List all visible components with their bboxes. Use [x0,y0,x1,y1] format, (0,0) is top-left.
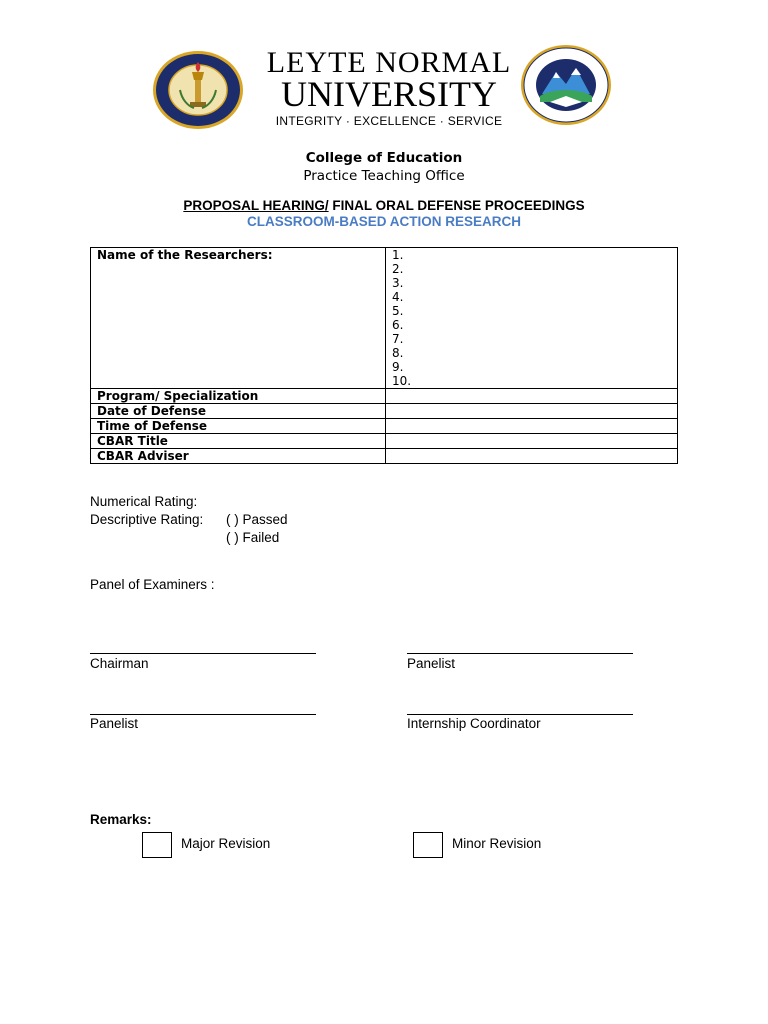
proceedings-title-final: FINAL ORAL DEFENSE PROCEEDINGS [328,198,585,213]
researcher-number: 9. [392,360,404,374]
researcher-number: 3. [392,276,404,290]
researcher-number: 6. [392,318,404,332]
researcher-number: 1. [392,248,404,262]
university-seal-logo [152,50,244,130]
researchers-list[interactable] [386,248,678,389]
cbar-title-value[interactable] [386,434,678,449]
major-revision-label: Major Revision [181,836,271,851]
rating-passed-option[interactable]: ( ) Passed [226,512,288,527]
panelist-label: Panelist [90,716,139,731]
major-revision-checkbox[interactable] [142,832,172,858]
panel-heading: Panel of Examiners : [90,577,215,592]
research-type-subtitle: CLASSROOM-BASED ACTION RESEARCH [246,214,521,229]
cbar-adviser-value[interactable] [386,449,678,464]
college-of-education-seal-logo [520,44,612,126]
chairman-label: Chairman [90,656,149,671]
university-motto: INTEGRITY · EXCELLENCE · SERVICE [275,114,503,128]
researcher-number: 7. [392,332,404,346]
panelist-signature-line[interactable] [90,714,316,715]
table-row [91,449,678,464]
descriptive-rating-label: Descriptive Rating: [90,512,204,527]
minor-revision-label: Minor Revision [452,836,542,851]
university-name-line2: UNIVERSITY [281,74,497,114]
panelist-label: Panelist [407,656,456,671]
researcher-number: 4. [392,290,404,304]
numerical-rating-label: Numerical Rating: [90,494,198,509]
table-row [91,419,678,434]
proceedings-title [0,198,768,213]
program-label: Program/ Specialization [91,389,386,404]
date-of-defense-label: Date of Defense [91,404,386,419]
table-row [91,404,678,419]
cbar-adviser-label: CBAR Adviser [91,449,386,464]
panelist-signature-line[interactable] [407,653,633,654]
researchers-label: Name of the Researchers: [91,248,386,389]
college-name: College of Education [305,150,463,166]
internship-coordinator-label: Internship Coordinator [407,716,541,731]
office-name: Practice Teaching Office [303,168,465,184]
cbar-title-label: CBAR Title [91,434,386,449]
researcher-number: 10. [392,374,412,388]
coordinator-signature-line[interactable] [407,714,633,715]
table-row [91,434,678,449]
university-name [258,48,520,127]
chairman-signature-line[interactable] [90,653,316,654]
university-name-line1: LEYTE NORMAL [266,46,512,79]
table-row [91,248,678,389]
table-row [91,389,678,404]
researcher-number: 5. [392,304,404,318]
date-of-defense-value[interactable] [386,404,678,419]
researcher-number: 2. [392,262,404,276]
minor-revision-checkbox[interactable] [413,832,443,858]
proceedings-title-proposal: PROPOSAL HEARING/ [183,198,329,213]
researcher-number: 8. [392,346,404,360]
defense-info-table [90,247,678,464]
time-of-defense-label: Time of Defense [91,419,386,434]
remarks-heading: Remarks: [90,812,152,827]
time-of-defense-value[interactable] [386,419,678,434]
program-value[interactable] [386,389,678,404]
rating-failed-option[interactable]: ( ) Failed [226,530,280,545]
